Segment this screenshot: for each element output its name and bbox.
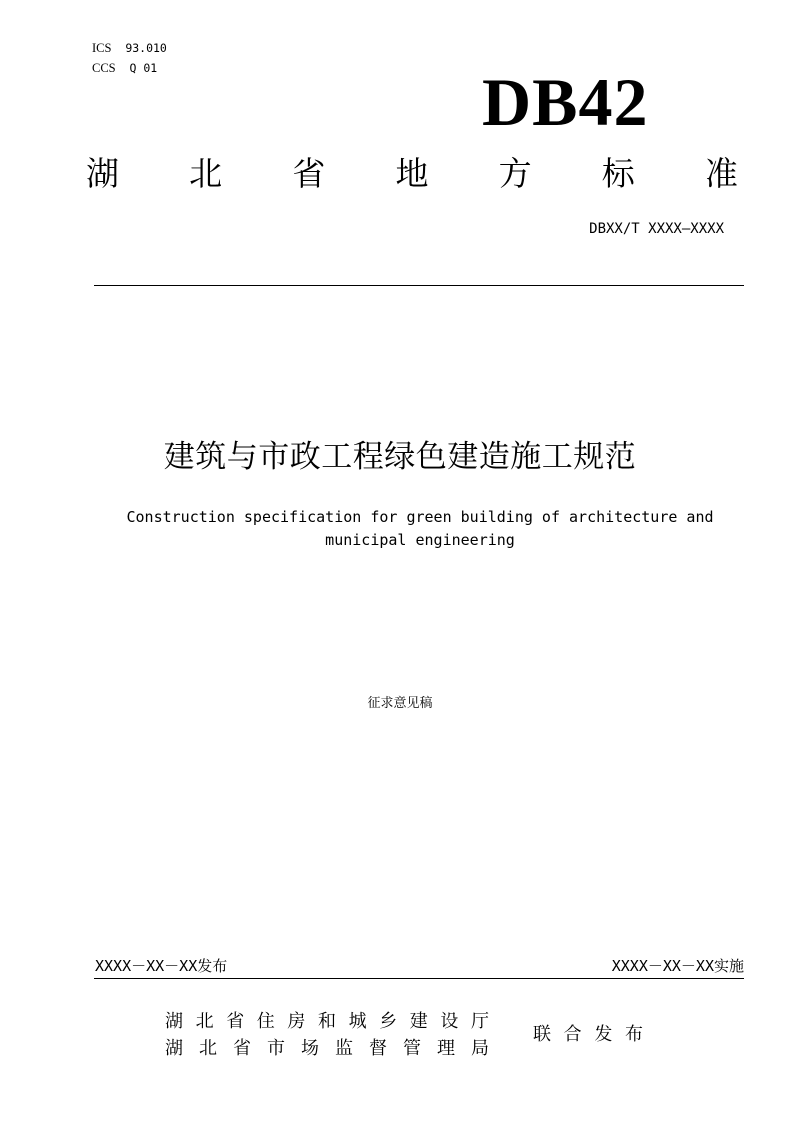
issuer-char: 设 (440, 1011, 459, 1032)
ics-code-line (92, 38, 167, 58)
implementation-date-value: XXXX－XX－XX (611, 957, 714, 975)
issuer-char: 城 (348, 1011, 367, 1032)
issuer-char: 乡 (379, 1011, 398, 1032)
document-title-en-line2: municipal engineering (325, 531, 515, 549)
issuer-char: 监 (335, 1038, 353, 1059)
issuer-char: 住 (256, 1011, 275, 1032)
issuer-market-regulation-bureau (165, 1035, 489, 1062)
issuer-char: 北 (195, 1011, 214, 1032)
implementation-label: 实施 (713, 957, 744, 975)
ics-label: ICS (92, 41, 112, 55)
document-title-en-line1: Construction specification for green building of architecture and (126, 508, 714, 526)
standard-type-char: 湖 (86, 154, 119, 193)
issuer-char: 省 (233, 1038, 251, 1059)
standard-type-char: 准 (704, 154, 738, 193)
issuer-char: 市 (267, 1038, 285, 1059)
db42-logo: DB42 (482, 64, 649, 140)
top-divider (94, 285, 744, 286)
release-label: 发布 (197, 957, 228, 975)
classification-codes (92, 38, 167, 78)
ics-code: 93.010 (125, 41, 167, 55)
standard-number: DBXX/T XXXX—XXXX (589, 221, 724, 237)
issuer-char: 省 (226, 1011, 245, 1032)
release-date-value: XXXX－XX－XX (95, 957, 198, 975)
issuer-housing-department (165, 1008, 489, 1035)
draft-status-note: 征求意见稿 (367, 696, 433, 711)
ccs-code: Q 01 (129, 61, 158, 75)
standard-type-char: 标 (601, 154, 635, 193)
release-date (95, 955, 227, 977)
document-title-en (100, 506, 740, 552)
issuer-char: 督 (369, 1038, 387, 1059)
joint-char: 合 (563, 1024, 582, 1045)
issuing-authorities (165, 1008, 489, 1062)
issuer-char: 局 (471, 1038, 489, 1059)
standard-type-char: 地 (395, 154, 429, 193)
joint-char: 发 (594, 1024, 613, 1045)
issuer-char: 房 (287, 1011, 306, 1032)
standard-type-title (86, 152, 738, 196)
standard-type-char: 省 (292, 154, 326, 193)
ccs-label: CCS (92, 61, 116, 75)
issuer-char: 湖 (165, 1038, 183, 1059)
document-title-zh: 建筑与市政工程绿色建造施工规范 (163, 439, 637, 475)
issuer-char: 场 (301, 1038, 319, 1059)
standard-type-char: 方 (498, 154, 532, 193)
issuer-char: 建 (409, 1011, 428, 1032)
issuer-char: 理 (437, 1038, 455, 1059)
issuer-char: 和 (317, 1011, 336, 1032)
joint-char: 联 (533, 1024, 551, 1045)
issuer-char: 厅 (470, 1011, 489, 1032)
issuer-char: 湖 (165, 1011, 183, 1032)
ccs-code-line (92, 58, 167, 78)
joint-release-label (533, 1021, 643, 1048)
standard-type-char: 北 (189, 154, 223, 193)
joint-char: 布 (624, 1024, 643, 1045)
issuer-char: 北 (199, 1038, 217, 1059)
issuer-char: 管 (403, 1038, 421, 1059)
implementation-date (612, 955, 744, 977)
bottom-divider (94, 978, 744, 979)
